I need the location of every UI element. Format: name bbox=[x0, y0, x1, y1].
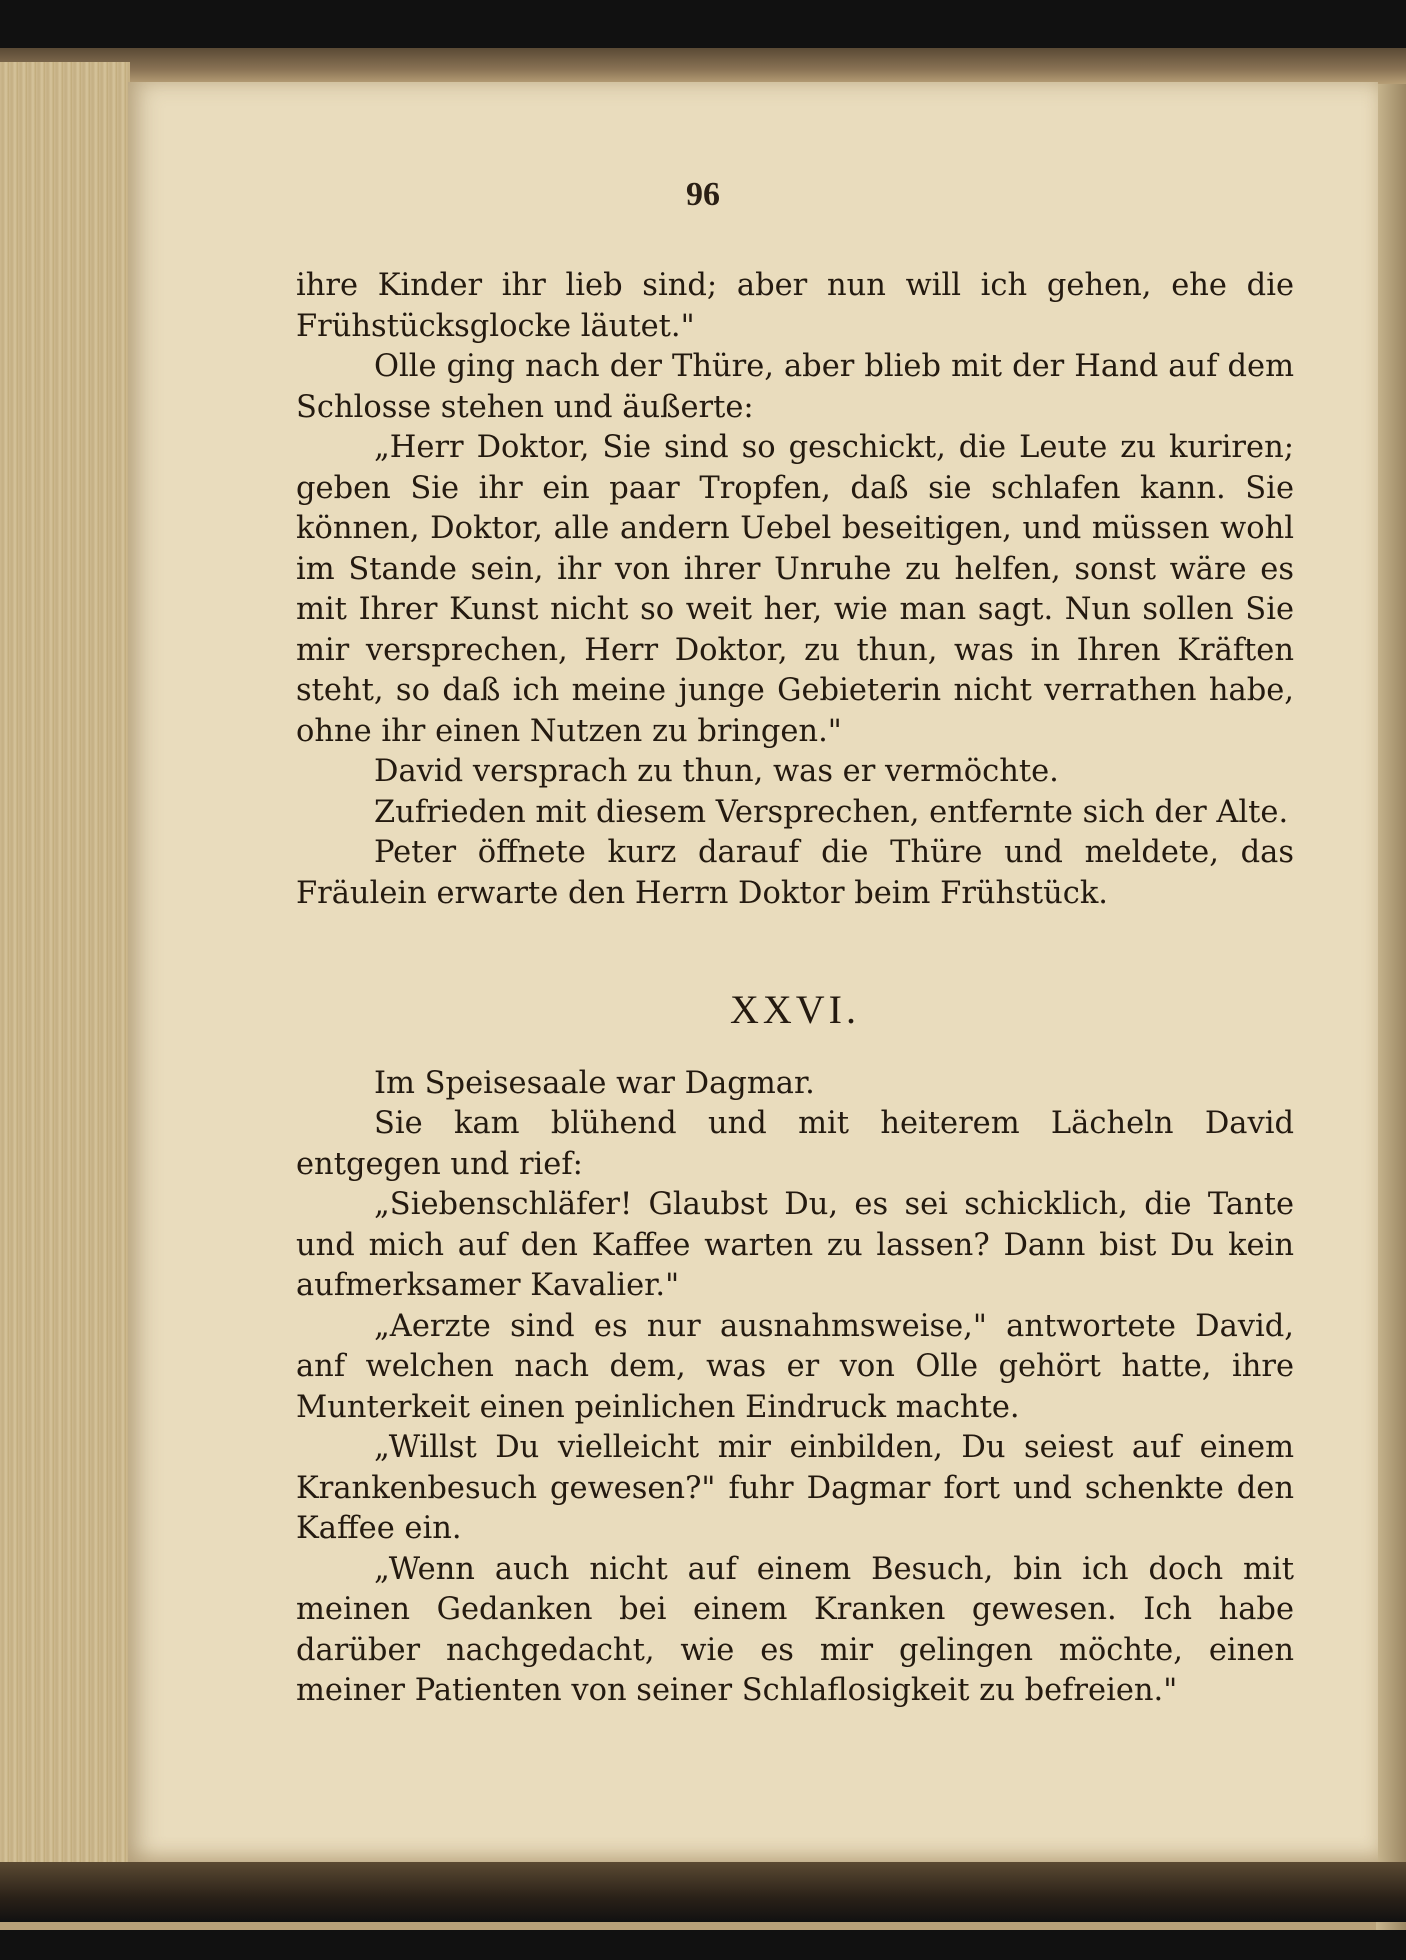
paragraph: „Willst Du vielleicht mir einbilden, Du seiest auf einem Krankenbesuch gewesen?" fuhr Dagmar fort und schenkte den Kaffee ein. bbox=[296, 1430, 1294, 1546]
page-number: 96 bbox=[686, 176, 720, 213]
paragraph: Olle ging nach der Thüre, aber blieb mit der Hand auf dem Schlosse stehen und äußerte: bbox=[296, 349, 1294, 425]
paragraph: Zufrieden mit diesem Versprechen, entfernte sich der Alte. bbox=[374, 794, 1289, 830]
page-text-block bbox=[296, 266, 1294, 1712]
paragraph: „Aerzte sind es nur ausnahmsweise," antwortete David, anf welchen nach dem, was er von Olle gehört hatte, ihre Munterkeit einen peinlichen Eindruck machte. bbox=[296, 1308, 1294, 1425]
paragraph: Sie kam blühend und mit heiterem Lächeln David entgegen und rief: bbox=[296, 1106, 1294, 1182]
top-page-edge bbox=[0, 48, 1406, 84]
paragraph: „Wenn auch nicht auf einem Besuch, bin ich doch mit meinen Gedanken bei einem Kranken gewesen. Ich habe darüber nachgedacht, wie es mir gelingen möchte, einen meiner Patienten von seiner Schlaflosigkeit zu befreien." bbox=[296, 1551, 1294, 1708]
right-page-edge bbox=[1376, 84, 1406, 1930]
paragraph: „Siebenschläfer! Glaubst Du, es sei schicklich, die Tante und mich auf den Kaffee warten zu lassen? Dann bist Du kein aufmerksamer Kavalier." bbox=[296, 1187, 1294, 1303]
paragraph: Im Speisesaale war Dagmar. bbox=[374, 1065, 815, 1101]
paragraph: Peter öffnete kurz darauf die Thüre und meldete, das Fräulein erwarte den Herrn Doktor beim Frühstück. bbox=[296, 835, 1294, 911]
paragraph: „Herr Doktor, Sie sind so geschickt, die Leute zu kuriren; geben Sie ihr ein paar Tropfen, daß sie schlafen kann. Sie können, Doktor, alle andern Uebel beseitigen, und müssen wohl im Stande sein, ihr von ihrer Unruhe zu helfen, sonst wäre es mit Ihrer Kunst nicht so weit her, wie man sagt. Nun sollen Sie mir versprechen, Herr Doktor, zu thun, was in Ihren Kräften steht, so daß ich meine junge Gebieterin nicht verrathen habe, ohne ihr einen Nutzen zu bringen." bbox=[296, 430, 1294, 749]
left-page-stack bbox=[0, 62, 130, 1917]
chapter-heading: XXVI. bbox=[730, 987, 860, 1032]
paragraph-continued: ihre Kinder ihr lieb sind; aber nun will ich gehen, ehe die Frühstücksglocke läutet." bbox=[296, 268, 1294, 344]
bottom-page-edge bbox=[0, 1862, 1406, 1922]
paragraph: David versprach zu thun, was er vermöchte. bbox=[374, 754, 1059, 789]
